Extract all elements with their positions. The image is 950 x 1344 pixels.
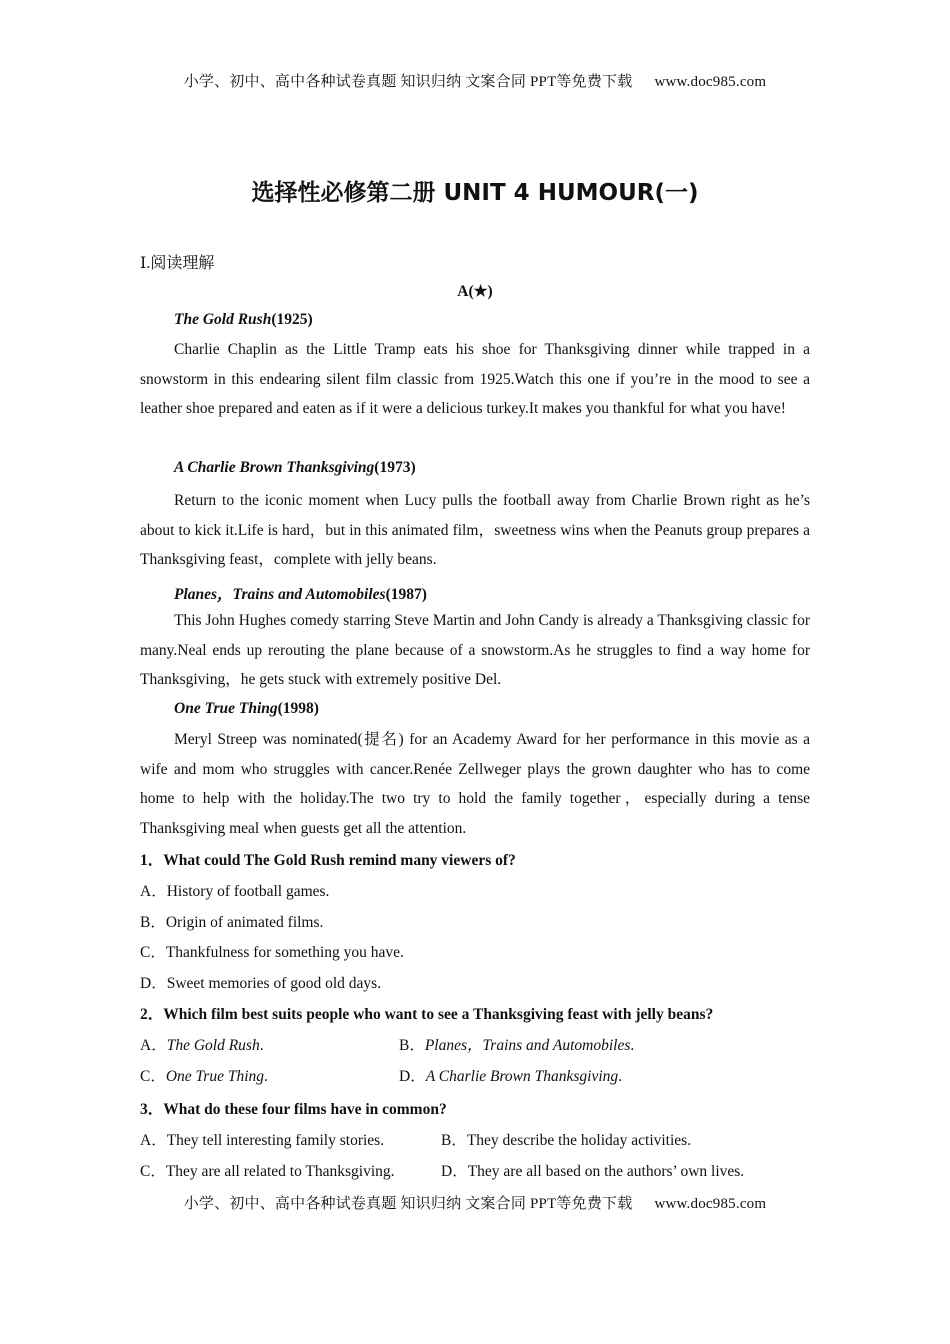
film-description: This John Hughes comedy starring Steve Martin and John Candy is already a Thanksgiving classic for many.Neal ends up rerouting the plane because of a snowstorm.As he struggles to find a way home for Thanksgiving，he gets stuck with extremely positive Del.: [140, 612, 810, 688]
film-name: The Gold Rush: [174, 311, 272, 328]
page-header: [0, 70, 950, 91]
option-letter: C．: [140, 1068, 166, 1085]
film-description: Meryl Streep was nominated(提名) for an Academy Award for her performance in this movie as a wife and mom who struggles with cancer.Renée Zellweger plays the grown daughter who has to come home to help with the holiday.The two try to hold the family together，especially during a tense Thanksgiving meal when guests get all the attention.: [140, 731, 810, 837]
option-letter: B．: [399, 1037, 425, 1054]
footer-text: 小学、初中、高中各种试卷真题 知识归纳 文案合同 PPT等免费下载: [183, 1196, 633, 1212]
option-end: .: [630, 1037, 635, 1054]
option-text: One True Thing: [165, 1068, 265, 1085]
question-stem: 2．Which film best suits people who want to see a Thanksgiving feast with jelly beans?: [140, 1006, 714, 1023]
film-description: Return to the iconic moment when Lucy pulls the football away from Charlie Brown right as he’s about to kick it.Life is hard，but in this animated film，sweetness wins when the Peanuts group prepares a Thanksgiving feast，complete with jelly beans.: [140, 492, 810, 568]
option-text: The Gold Rush: [166, 1037, 260, 1054]
question-stem: 3．What do these four films have in common?: [140, 1101, 447, 1118]
option-letter: A．: [140, 1037, 167, 1054]
question-stem: 1．What could The Gold Rush remind many viewers of?: [140, 852, 516, 869]
film-title: [174, 700, 319, 718]
footer-site[interactable]: www.doc985.com: [654, 1196, 767, 1212]
header-text: 小学、初中、高中各种试卷真题 知识归纳 文案合同 PPT等免费下载: [183, 74, 633, 90]
film-year: (1973): [374, 459, 416, 476]
option-b: B．They describe the holiday activities.: [441, 1132, 692, 1149]
option-a: A．They tell interesting family stories.: [140, 1132, 385, 1149]
option-text: Planes，Trains and Automobiles: [424, 1037, 631, 1054]
option-d: [399, 1064, 622, 1086]
film-year: (1998): [277, 700, 319, 717]
section-heading: Ⅰ.阅读理解: [140, 255, 215, 272]
option-c: C．They are all related to Thanksgiving.: [140, 1163, 395, 1180]
film-name: A Charlie Brown Thanksgiving: [174, 459, 375, 476]
option-a: A．History of football games.: [140, 883, 330, 900]
passage-label: A(★): [457, 283, 493, 300]
film-title: [174, 459, 416, 477]
film-name: One True Thing: [174, 700, 278, 717]
film-title: [174, 311, 313, 329]
page-footer: [0, 1192, 950, 1213]
option-end: .: [259, 1037, 264, 1054]
film-description: Charlie Chaplin as the Little Tramp eats his shoe for Thanksgiving dinner while trapped in a snowstorm in this endearing silent film classic from 1925.Watch this one if you’re in the mood to see a leather shoe prepared and eaten as if it were a delicious turkey.It makes you thankful for what you have!: [140, 341, 810, 417]
option-end: .: [618, 1068, 623, 1085]
option-d: D．They are all based on the authors’ own lives.: [441, 1163, 745, 1180]
option-b: [399, 1033, 634, 1055]
option-d: D．Sweet memories of good old days.: [140, 975, 382, 992]
option-letter: D．: [399, 1068, 426, 1085]
option-c: [140, 1064, 268, 1086]
film-name: Planes，Trains and Automobiles: [174, 586, 386, 603]
header-site[interactable]: www.doc985.com: [654, 74, 767, 90]
film-year: (1925): [271, 311, 313, 328]
option-a: [140, 1033, 264, 1055]
film-title: [174, 582, 427, 604]
option-b: B．Origin of animated films.: [140, 914, 324, 931]
option-c: C．Thankfulness for something you have.: [140, 944, 404, 961]
option-text: A Charlie Brown Thanksgiving: [425, 1068, 619, 1085]
film-year: (1987): [385, 586, 427, 603]
page-title: 选择性必修第二册 UNIT 4 HUMOUR(一): [251, 180, 699, 206]
option-end: .: [264, 1068, 268, 1085]
